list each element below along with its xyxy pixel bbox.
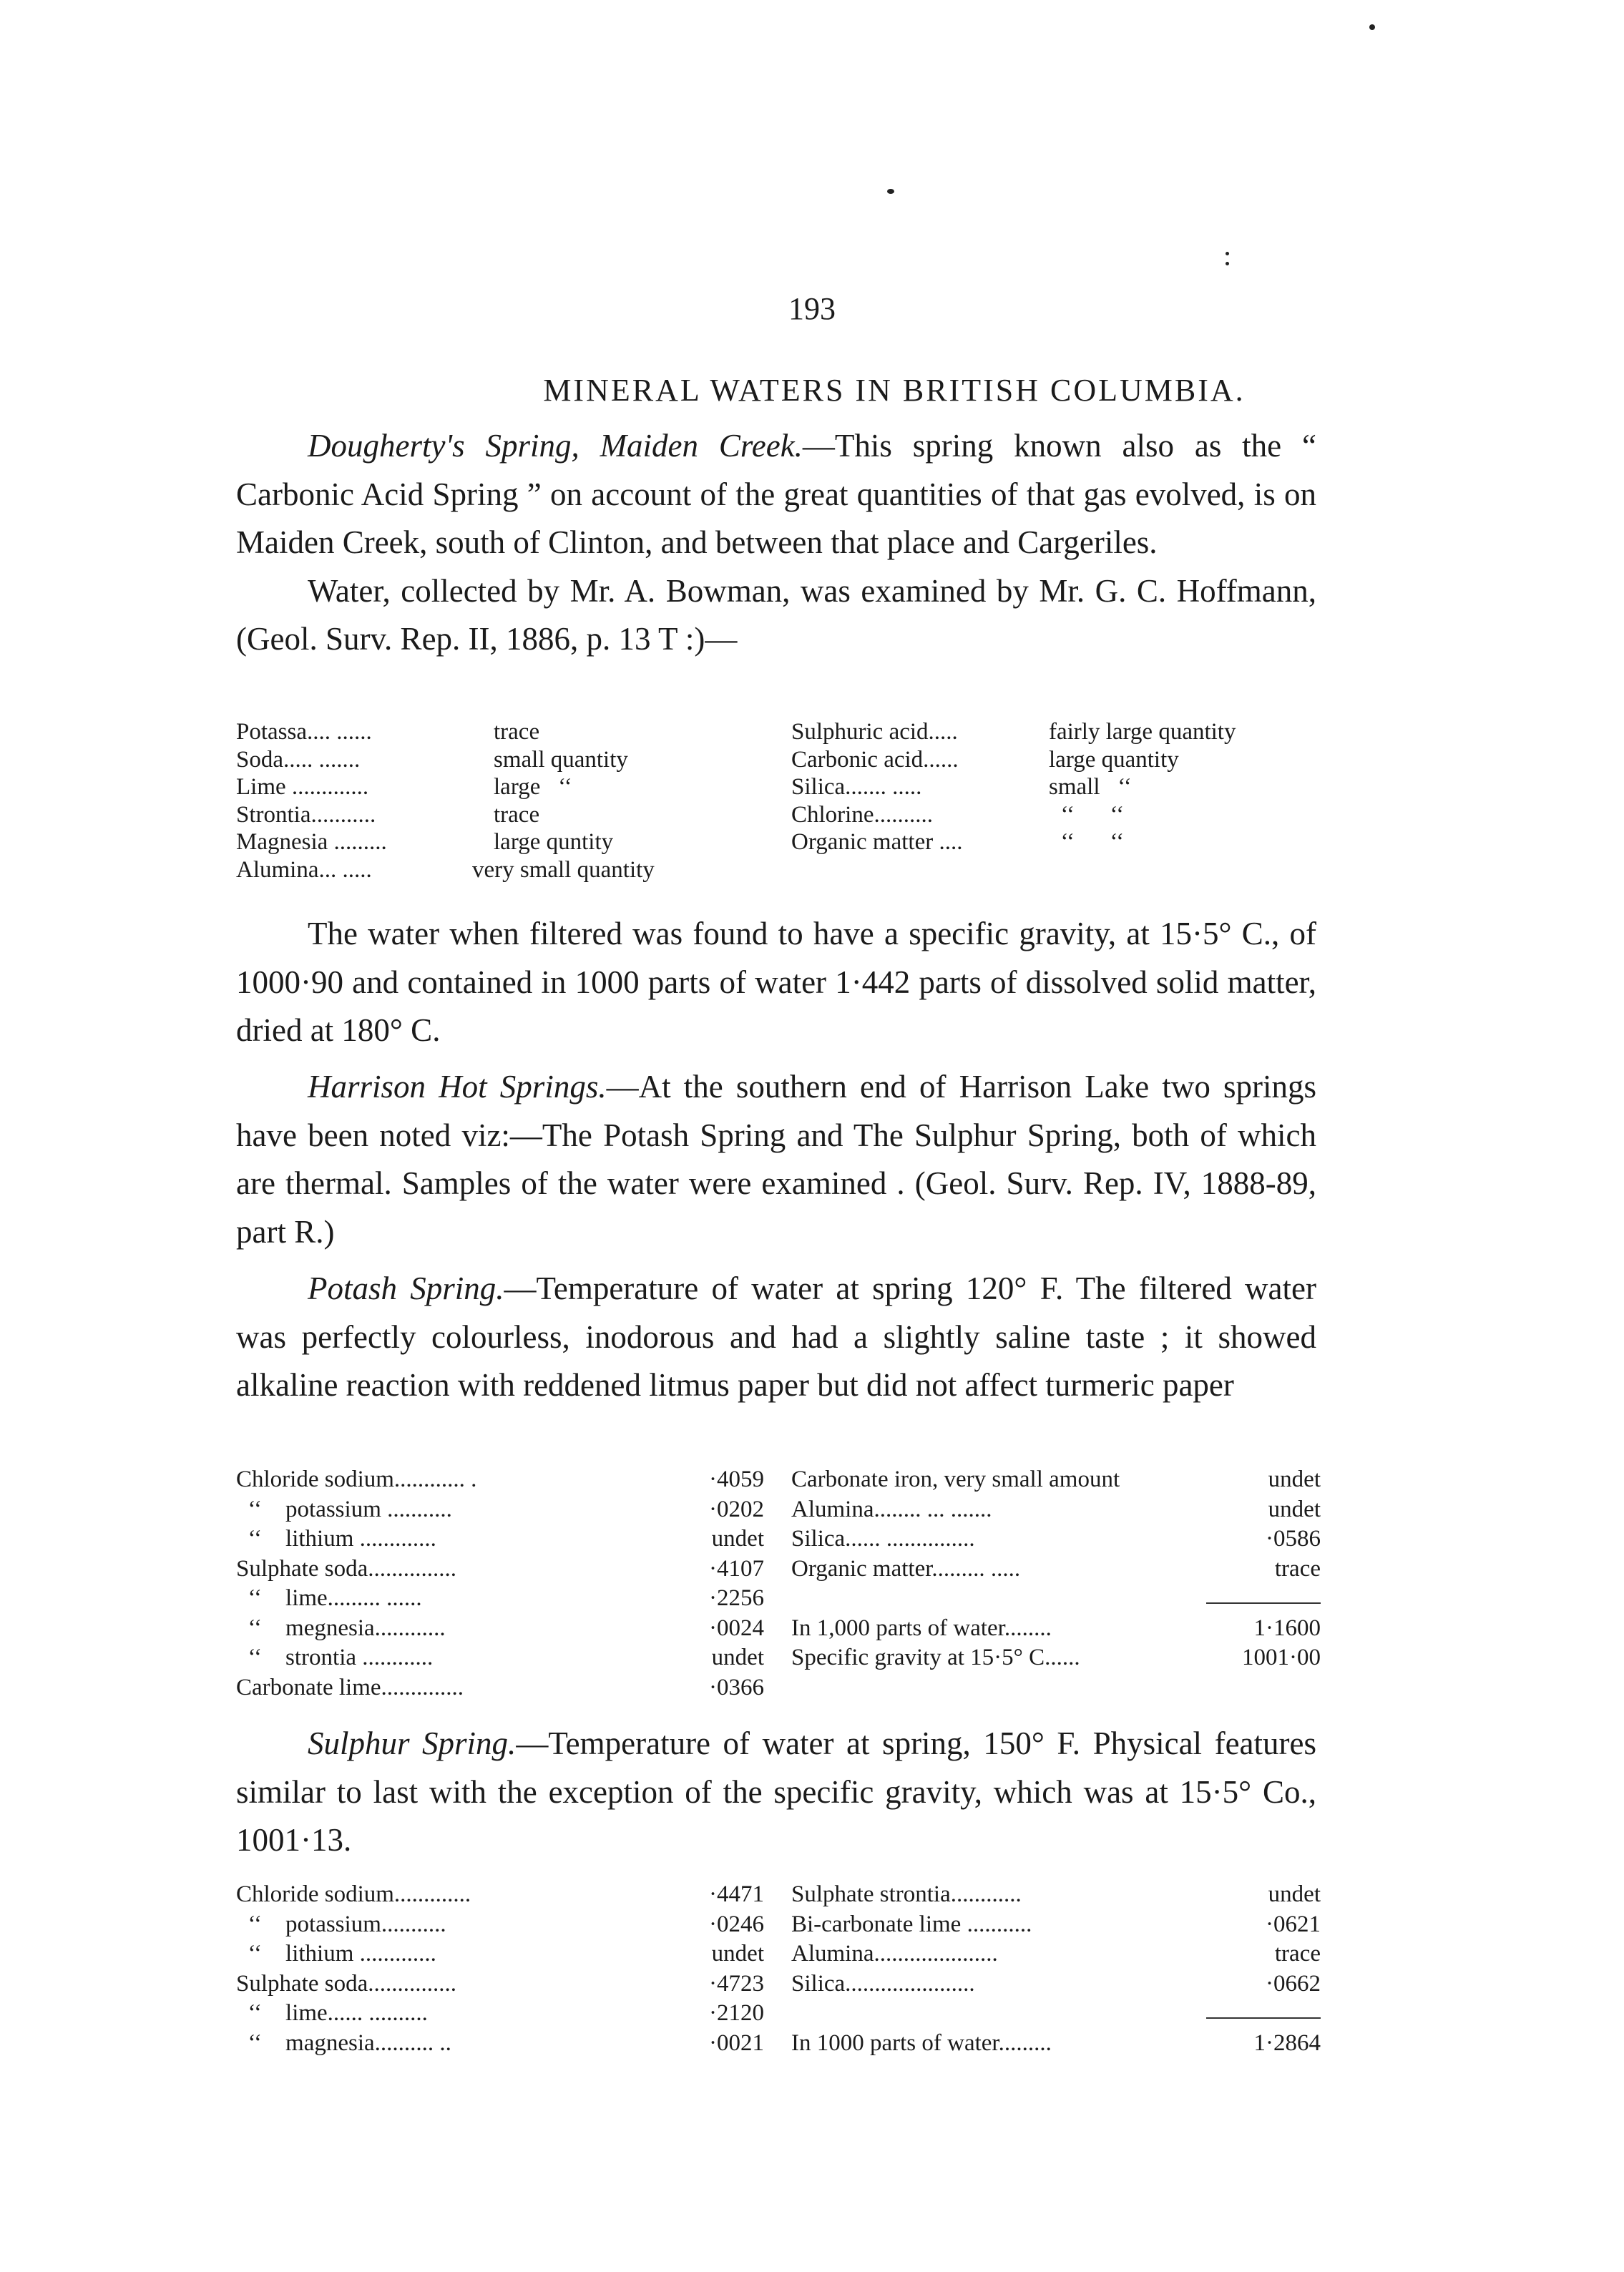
table-row (791, 746, 1321, 774)
constituent-name: Strontia........... (236, 801, 376, 828)
table-row (236, 801, 751, 829)
table-row (791, 1939, 1321, 1969)
constituent-value: ·2256 (709, 1585, 764, 1611)
constituent-name: Chlorine.......... (791, 801, 933, 828)
table-row-divider (791, 1584, 1321, 1614)
table-row (236, 718, 751, 746)
harrison-section (236, 1063, 1316, 1256)
constituent-name: Soda..... ....... (236, 746, 361, 773)
dougherty-text: —This spring known also as the “ Carbonic Acid Spring ” on account of the great quantities of that gas evolved, is on Maiden Creek, south of Clinton, and between that place and Cargeriles. (236, 428, 1316, 560)
speck-mark (1369, 24, 1375, 30)
table-row (791, 1880, 1321, 1910)
page-title: MINERAL WATERS IN BRITISH COLUMBIA. (543, 373, 1246, 408)
potash-heading: Potash Spring. (308, 1270, 504, 1306)
table-row (236, 1910, 773, 1940)
constituent-value: undet (1268, 1466, 1321, 1492)
constituent-value: ‘‘ ‘‘ (1049, 829, 1125, 855)
constituent-value: ·0586 (1266, 1526, 1321, 1552)
constituent-value: 1001·00 (1242, 1645, 1321, 1670)
table-row (236, 1465, 773, 1495)
table-row (791, 1969, 1321, 1999)
dougherty-collection-paragraph: Water, collected by Mr. A. Bowman, was examined by Mr. G. C. Hoffmann, (Geol. Surv. Rep. II, 1886, p. 13 T :)— (236, 572, 1316, 657)
potash-table-right (791, 1465, 1321, 1673)
speck-mark (1226, 262, 1229, 265)
constituent-name: ‘‘ magnesia.......... .. (236, 2029, 451, 2056)
table-row (236, 1584, 773, 1614)
constituent-name: Alumina... ..... (236, 856, 372, 883)
dougherty-section (236, 422, 1316, 664)
sulphur-paragraph (236, 1720, 1316, 1865)
constituent-name: Sulphuric acid..... (791, 719, 958, 745)
table-row (236, 1999, 773, 2029)
constituent-value: ·0202 (709, 1496, 764, 1522)
table-row (791, 2029, 1321, 2059)
constituent-name: Magnesia ......... (236, 829, 387, 855)
dougherty-gravity-paragraph: The water when filtered was found to have a specific gravity, at 15·5° C., of 1000·90 and contained in 1000 parts of water 1·442 parts of dissolved solid matter, dried at 180° C. (236, 916, 1316, 1048)
table-row (236, 1495, 773, 1525)
sulphur-table-right (791, 1880, 1321, 2058)
table-row (791, 1465, 1321, 1495)
constituent-name: Chloride sodium............. (236, 1881, 471, 1907)
potash-text: —Temperature of water at spring 120° F. The filtered water was perfectly colourless, inodorous and had a slightly saline taste ; it showed alkaline reaction with reddened litmus paper but did not affect turmeric paper (236, 1270, 1316, 1403)
table-row (236, 856, 751, 884)
table-row (791, 773, 1321, 801)
constituent-value: large quantity (1049, 746, 1179, 773)
constituent-name: Silica...................... (791, 1970, 975, 1997)
dougherty-table-left (236, 718, 751, 883)
constituent-value: trace (494, 719, 540, 745)
table-row (236, 1880, 773, 1910)
table-row (791, 1524, 1321, 1554)
constituent-value: ·0021 (709, 2029, 764, 2056)
constituent-value: ·4059 (709, 1466, 764, 1492)
constituent-value: trace (1274, 1555, 1321, 1582)
table-row (236, 1939, 773, 1969)
harrison-paragraph (236, 1063, 1316, 1256)
harrison-heading: Harrison Hot Springs. (308, 1069, 607, 1105)
page-number: 193 (788, 291, 836, 326)
table-row (236, 1524, 773, 1554)
constituent-name: ‘‘ megnesia............ (236, 1615, 446, 1641)
total-rule (1206, 1602, 1321, 1604)
constituent-name: ‘‘ lithium ............. (236, 1941, 436, 1967)
dougherty-gravity-section (236, 910, 1316, 1055)
table-row (236, 1614, 773, 1644)
constituent-name: Alumina........ ... ....... (791, 1496, 992, 1522)
potash-table-left (236, 1465, 773, 1703)
table-row (791, 828, 1321, 856)
dougherty-table-right (791, 718, 1321, 856)
constituent-value: small quantity (494, 746, 628, 773)
table-row (791, 1614, 1321, 1644)
constituent-name: Specific gravity at 15·5° C...... (791, 1645, 1080, 1670)
table-row (791, 1554, 1321, 1585)
harrison-text: —At the southern end of Harrison Lake two springs have been noted viz:—The Potash Spring and The Sulphur Spring, both of which are thermal. Samples of the water were examined . (Geol. Surv. Rep. IV, 1888-89, part R.) (236, 1069, 1316, 1250)
sulphur-section (236, 1720, 1316, 1865)
constituent-name: Silica...... ............... (791, 1526, 975, 1552)
constituent-name: In 1,000 parts of water........ (791, 1615, 1052, 1641)
constituent-name: Sulphate strontia............ (791, 1881, 1022, 1907)
table-row (791, 1495, 1321, 1525)
constituent-value: ·0366 (709, 1674, 764, 1700)
table-row (236, 746, 751, 774)
constituent-value: ·0662 (1266, 1970, 1321, 1997)
potash-paragraph (236, 1265, 1316, 1410)
constituent-name: Chloride sodium............ . (236, 1466, 477, 1492)
constituent-name: Silica....... ..... (791, 774, 922, 800)
potash-section (236, 1265, 1316, 1410)
constituent-value: ·4107 (709, 1555, 764, 1582)
table-row (791, 1643, 1321, 1673)
constituent-name: Carbonate iron, very small amount (791, 1466, 1120, 1492)
table-row (236, 2029, 773, 2059)
sulphur-text: —Temperature of water at spring, 150° F. Physical features similar to last with the exception of the specific gravity, which was at 15·5° Co., 1001·13. (236, 1725, 1316, 1858)
table-row (236, 773, 751, 801)
constituent-value: 1·1600 (1253, 1615, 1321, 1641)
speck-mark (1226, 252, 1229, 255)
constituent-name: In 1000 parts of water......... (791, 2029, 1052, 2056)
constituent-value: undet (1268, 1496, 1321, 1522)
constituent-name: ‘‘ potassium ........... (236, 1496, 452, 1522)
constituent-name: Sulphate soda............... (236, 1970, 456, 1997)
table-row (791, 718, 1321, 746)
constituent-name: Organic matter......... ..... (791, 1555, 1021, 1582)
constituent-value: ·2120 (709, 2000, 764, 2026)
constituent-value: undet (711, 1941, 764, 1967)
dougherty-paragraph (236, 422, 1316, 567)
constituent-value: small ‘‘ (1049, 774, 1132, 800)
constituent-value: large ‘‘ (494, 774, 572, 800)
table-row (791, 1910, 1321, 1940)
constituent-value: trace (494, 801, 540, 828)
constituent-value: ‘‘ ‘‘ (1049, 801, 1125, 828)
table-row (236, 1554, 773, 1585)
sulphur-table-left (236, 1880, 773, 2058)
table-row-divider (791, 1999, 1321, 2029)
constituent-name: ‘‘ strontia ............ (236, 1645, 434, 1670)
constituent-value: trace (1274, 1941, 1321, 1967)
speck-mark (887, 189, 894, 194)
dougherty-heading: Dougherty's Spring, Maiden Creek. (308, 428, 803, 464)
constituent-name: ‘‘ lithium ............. (236, 1526, 436, 1552)
table-row (791, 801, 1321, 829)
constituent-value: fairly large quantity (1049, 719, 1236, 745)
constituent-name: ‘‘ lime......... ...... (236, 1585, 422, 1611)
constituent-name: Lime ............. (236, 774, 369, 800)
constituent-value: ·4723 (709, 1970, 764, 1997)
constituent-value: very small quantity (472, 856, 655, 883)
sulphur-heading: Sulphur Spring. (308, 1725, 517, 1761)
constituent-value: ·0246 (709, 1911, 764, 1937)
constituent-name: Organic matter .... (791, 829, 963, 855)
constituent-name: Bi-carbonate lime ........... (791, 1911, 1032, 1937)
table-row (236, 1643, 773, 1673)
constituent-value: undet (1268, 1881, 1321, 1907)
constituent-value: undet (711, 1645, 764, 1670)
constituent-value: 1·2864 (1253, 2029, 1321, 2056)
constituent-name: Potassa.... ...... (236, 719, 372, 745)
constituent-value: undet (711, 1526, 764, 1552)
constituent-value: ·0024 (709, 1615, 764, 1641)
constituent-value: ·4471 (709, 1881, 764, 1907)
constituent-name: ‘‘ lime...... .......... (236, 2000, 428, 2026)
table-row (236, 1969, 773, 1999)
table-row (236, 1673, 773, 1703)
total-rule (1206, 2017, 1321, 2019)
constituent-value: ·0621 (1266, 1911, 1321, 1937)
constituent-name: Carbonate lime.............. (236, 1674, 464, 1700)
constituent-value: large quntity (494, 829, 614, 855)
table-row (236, 828, 751, 856)
constituent-name: ‘‘ potassium........... (236, 1911, 446, 1937)
constituent-name: Carbonic acid...... (791, 746, 959, 773)
constituent-name: Sulphate soda............... (236, 1555, 456, 1582)
constituent-name: Alumina..................... (791, 1941, 998, 1967)
